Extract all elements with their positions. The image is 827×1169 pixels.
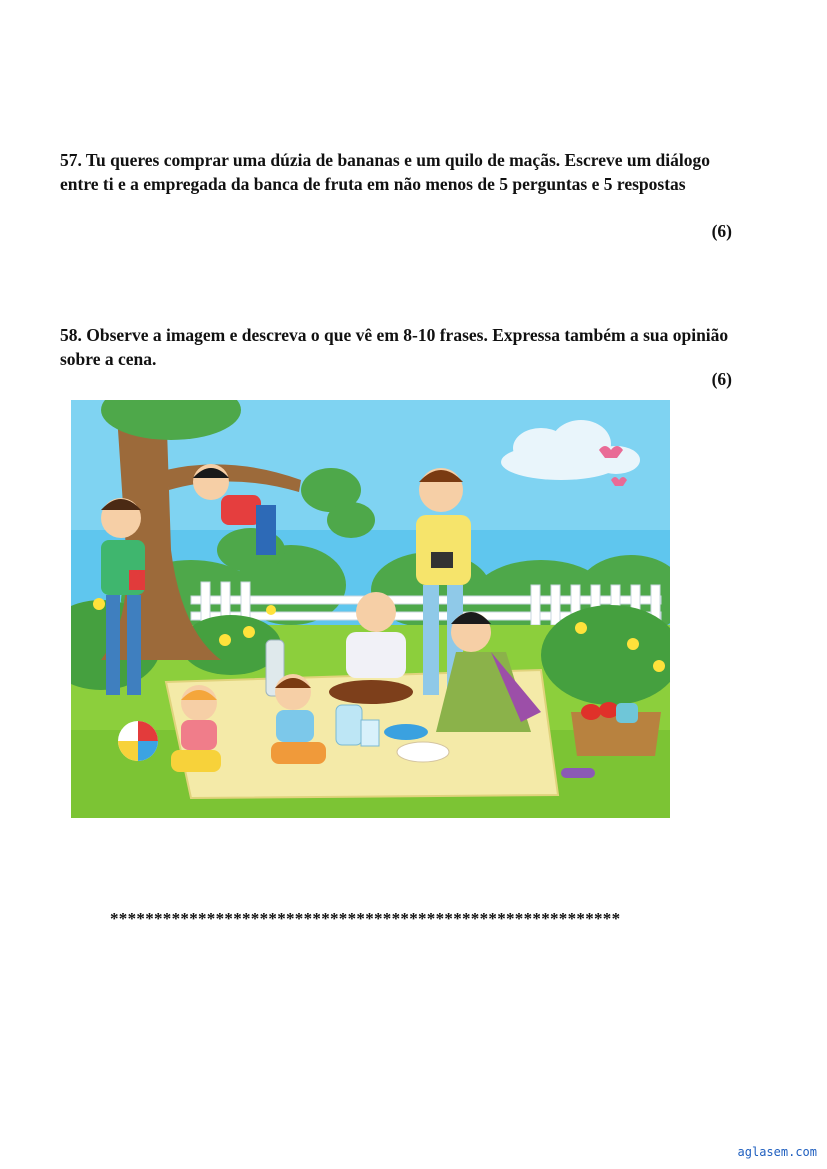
question-58-marks: (6) xyxy=(711,369,732,389)
sandals xyxy=(561,768,595,778)
glass xyxy=(361,720,379,746)
food-plate xyxy=(397,742,449,762)
question-57-marks: (6) xyxy=(711,221,732,241)
beach-ball xyxy=(118,721,158,761)
water-jug xyxy=(336,705,362,745)
picnic-illustration xyxy=(71,400,670,818)
footer-watermark: aglasem.com xyxy=(737,1145,817,1159)
end-separator: ********************************************************** xyxy=(110,909,621,928)
question-57-text: 57. Tu queres comprar uma dúzia de bananas e um quilo de maçãs. Escreve um diálogo entre ti e a empregada da banca de fruta em não menos de 5 perguntas e 5 respostas xyxy=(60,150,711,194)
snack-bowl xyxy=(384,724,428,740)
question-58-text: 58. Observe a imagem e descreva o que vê em 8-10 frases. Expressa também a sua opinião sobre a cena. xyxy=(60,325,729,369)
